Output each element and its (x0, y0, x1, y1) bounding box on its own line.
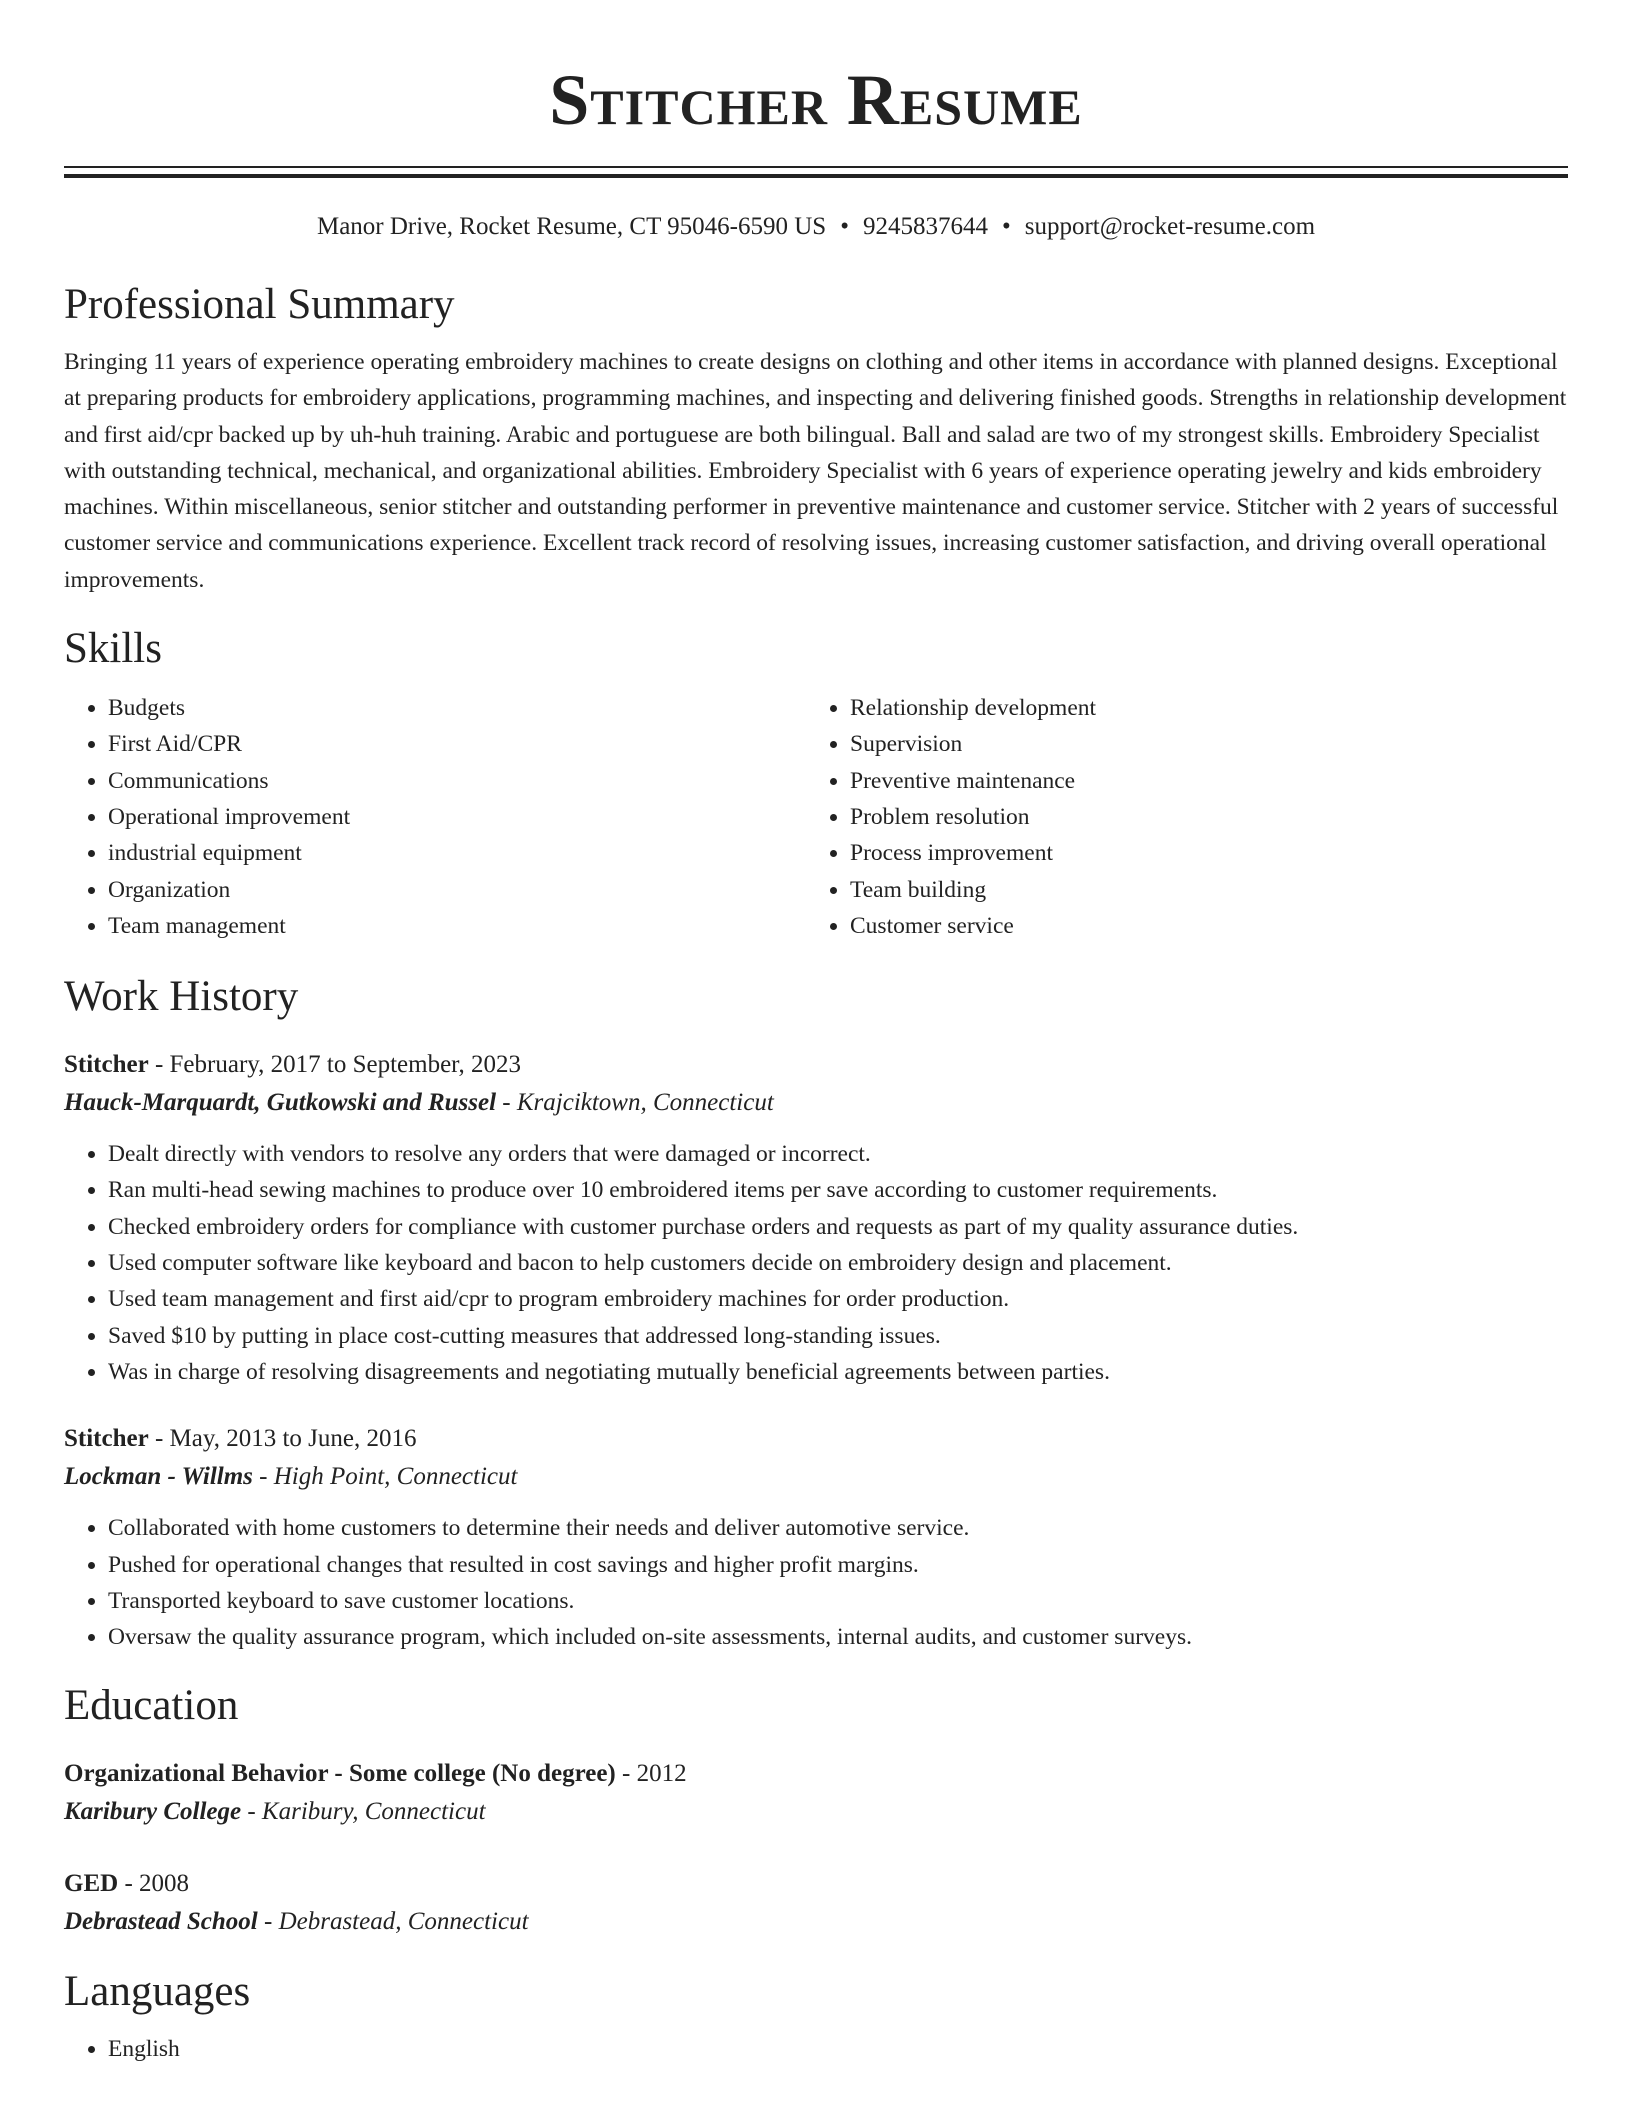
job-employer (64, 1084, 1568, 1122)
school-name: Debrastead School (64, 1908, 258, 1936)
job-dates: - February, 2017 to September, 2023 (148, 1051, 522, 1079)
job-company: Lockman - Willms (64, 1463, 253, 1491)
contact-separator: • (1001, 213, 1011, 240)
languages-heading: Languages (64, 1968, 251, 2016)
job-duty: • Was in charge of resolving disagreements and negotiating mutually beneficial agreements between parties. (108, 1354, 1568, 1390)
title-divider-thick (64, 174, 1568, 178)
skill-item: • Budgets (108, 690, 806, 726)
skill-item: • Team management (108, 908, 806, 944)
job-duty: • Collaborated with home customers to determine their needs and deliver automotive service. (108, 1510, 1568, 1546)
skill-item: • Problem resolution (850, 799, 1548, 835)
school-location: - Debrastead, Connecticut (257, 1908, 529, 1936)
skill-item: • First Aid/CPR (108, 726, 806, 762)
skill-item: • Communications (108, 763, 806, 799)
degree-name: Organizational Behavior - Some college (No degree) (64, 1760, 616, 1788)
contact-email: support@rocket-resume.com (1024, 213, 1316, 240)
job-employer (64, 1458, 1568, 1496)
job-dates: - May, 2013 to June, 2016 (148, 1425, 417, 1453)
resume-title: Stitcher Resume (549, 60, 1083, 140)
skill-item: • Supervision (850, 726, 1548, 762)
job-location: - Krajciktown, Connecticut (496, 1089, 774, 1117)
education-school (64, 1903, 1568, 1941)
skill-item: • Relationship development (850, 690, 1548, 726)
job-header (64, 1046, 1568, 1084)
contact-address: Manor Drive, Rocket Resume, CT 95046-6590 US (316, 213, 827, 240)
job-duty: • Used computer software like keyboard and bacon to help customers decide on embroidery design and placement. (108, 1245, 1568, 1281)
degree-name: GED (64, 1870, 119, 1898)
skill-item: • industrial equipment (108, 835, 806, 871)
education-degree (64, 1755, 1568, 1793)
job-duty: • Pushed for operational changes that resulted in cost savings and higher profit margins. (108, 1547, 1568, 1583)
contact-separator: • (840, 213, 849, 240)
job-header (64, 1420, 1568, 1458)
job-duties-list (64, 1136, 1568, 1390)
skill-item: • Operational improvement (108, 799, 806, 835)
job-company: Hauck-Marquardt, Gutkowski and Russel (64, 1089, 497, 1117)
summary-text: Bringing 11 years of experience operating embroidery machines to create designs on clothing and other items in accordance with planned designs. Exceptional at preparing products for embroidery applications, programming machines, and inspecting and delivering finished goods. Strengths in relationship development and first aid/cpr backed up by uh-huh training. Arabic and portuguese are both bilingual. Ball and salad are two of my strongest skills. Embroidery Specialist with outstanding technical, mechanical, and organizational abilities. Embroidery Specialist with 6 years of experience operating jewelry and kids embroidery machines. Within miscellaneous, senior stitcher and outstanding performer in preventive maintenance and customer service. Stitcher with 2 years of successful customer service and communications experience. Excellent track record of resolving issues, increasing customer satisfaction, and driving overall operational improvements. (64, 349, 1567, 593)
job-role: Stitcher (64, 1051, 149, 1079)
education-heading: Education (64, 1682, 239, 1730)
contact-phone: 9245837644 (862, 213, 988, 240)
job-duty: • Saved $10 by putting in place cost-cutting measures that addressed long-standing issues. (108, 1318, 1568, 1354)
resume-page (64, 0, 1568, 2068)
languages-list (64, 2031, 1568, 2067)
contact-line (64, 212, 1568, 242)
job-duties-list (64, 1510, 1568, 1655)
work-history-heading: Work History (64, 973, 299, 1021)
skills-heading: Skills (64, 625, 162, 673)
school-name: Karibury College (64, 1798, 242, 1826)
job-duty: • Oversaw the quality assurance program, which included on-site assessments, internal audits, and customer surveys. (108, 1619, 1568, 1655)
language-item: • English (108, 2031, 1568, 2067)
skill-item: • Organization (108, 872, 806, 908)
education-degree (64, 1865, 1568, 1903)
skills-grid (64, 690, 1568, 944)
job-duty: • Ran multi-head sewing machines to produce over 10 embroidered items per save according to customer requirements. (108, 1172, 1568, 1208)
title-divider-thin (64, 166, 1568, 168)
job-role: Stitcher (64, 1425, 149, 1453)
skills-list-left (64, 690, 806, 944)
skill-item: • Preventive maintenance (850, 763, 1548, 799)
skill-item: • Team building (850, 872, 1548, 908)
skill-item: • Process improvement (850, 835, 1548, 871)
school-location: - Karibury, Connecticut (241, 1798, 486, 1826)
job-duty: • Transported keyboard to save customer locations. (108, 1583, 1568, 1619)
job-location: - High Point, Connecticut (252, 1463, 518, 1491)
skill-item: • Customer service (850, 908, 1548, 944)
skills-list-right (806, 690, 1548, 944)
degree-year: - 2012 (615, 1760, 687, 1788)
education-school (64, 1793, 1568, 1831)
degree-year: - 2008 (118, 1870, 190, 1898)
summary-heading: Professional Summary (64, 281, 455, 328)
job-duty: • Checked embroidery orders for compliance with customer purchase orders and requests as part of my quality assurance duties. (108, 1209, 1568, 1245)
job-duty: • Dealt directly with vendors to resolve any orders that were damaged or incorrect. (108, 1136, 1568, 1172)
job-duty: • Used team management and first aid/cpr to program embroidery machines for order production. (108, 1281, 1568, 1317)
